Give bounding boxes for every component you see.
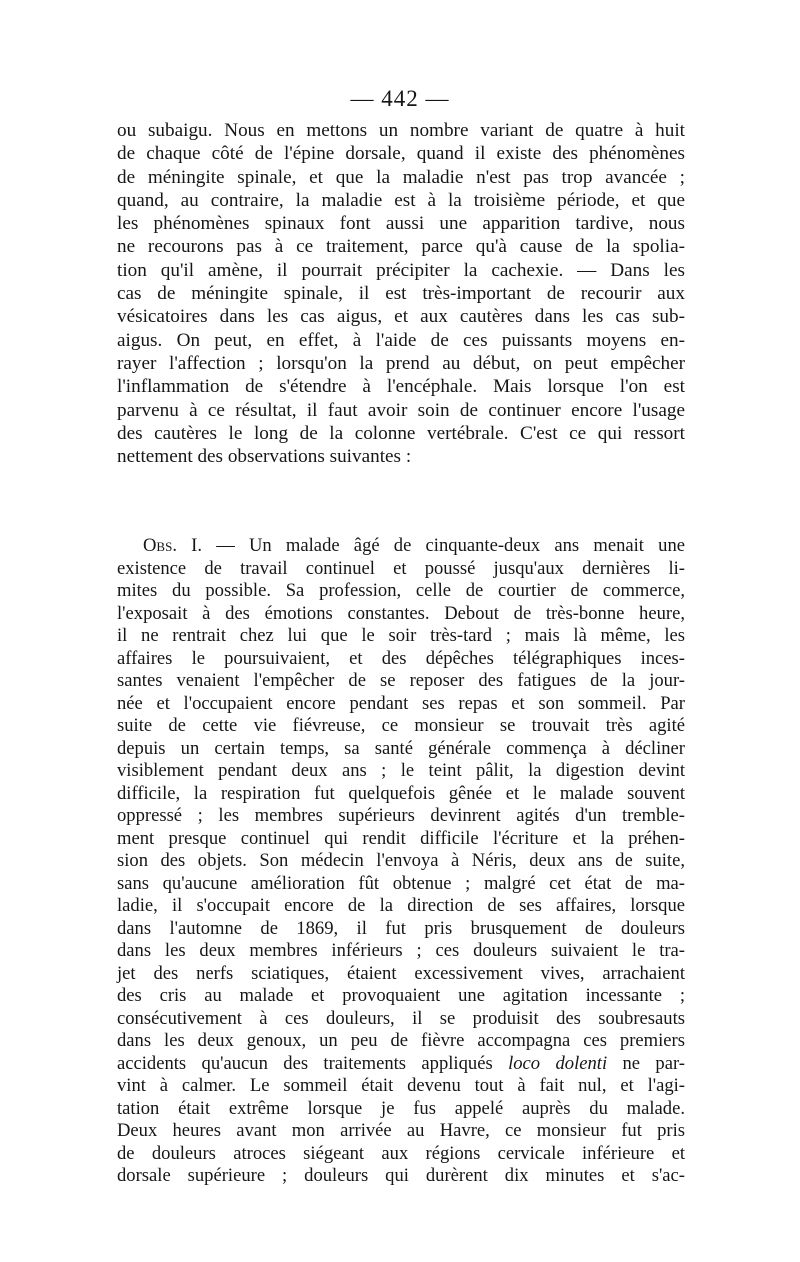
text-line: aigus. On peut, en effet, à l'aide de ces puissants moyens en-	[117, 329, 685, 351]
italic-line-before: accidents qu'aucun des traitements appliqués	[117, 1052, 509, 1074]
text-line: vésicatoires dans les cas aigus, et aux cautères dans les cas sub-	[117, 306, 685, 328]
text-line: ne recourons pas à ce traitement, parce qu'à cause de la spolia-	[117, 236, 685, 258]
text-line: dans les deux membres inférieurs ; ces douleurs suivaient le tra-	[117, 940, 685, 961]
text-line: oppressé ; les membres supérieurs devinrent agités d'un tremble-	[117, 805, 685, 826]
text-line: née et l'occupaient encore pendant ses repas et son sommeil. Par	[117, 692, 685, 714]
text-line: consécutivement à ces douleurs, il se produisit des soubresauts	[117, 1007, 685, 1029]
text-line: dans les deux genoux, un peu de fièvre accompagna ces premiers	[117, 1030, 685, 1051]
page-number: — 442 —	[350, 86, 450, 111]
observation-first-line	[117, 535, 685, 558]
text-line: des cautères le long de la colonne vertébrale. C'est ce qui ressort	[117, 422, 685, 444]
text-line: affaires le poursuivaient, et des dépêches télégraphiques inces-	[117, 647, 685, 669]
text-line: sion des objets. Son médecin l'envoya à Néris, deux ans de suite,	[117, 850, 685, 871]
observation-italic-line	[117, 1053, 685, 1076]
text-line: les phénomènes spinaux font aussi une apparition tardive, nous	[117, 213, 685, 235]
text-line: jet des nerfs sciatiques, étaient excessivement vives, arrachaient	[117, 962, 685, 984]
text-line: parvenu à ce résultat, il faut avoir soin de continuer encore l'usage	[117, 399, 685, 421]
italic-line-after: ne par-	[607, 1052, 685, 1074]
text-line: existence de travail continuel et poussé jusqu'aux dernières li-	[117, 557, 685, 579]
text-line: de méningite spinale, et que la maladie n'est pas trop avancée ;	[117, 166, 685, 188]
text-line: difficile, la respiration fut quelquefois gênée et le malade souvent	[117, 782, 685, 804]
text-line: ladie, il s'occupait encore de la direction de ses affaires, lorsque	[117, 895, 685, 916]
text-line: tation était extrême lorsque je fus appelé auprès du malade.	[117, 1097, 685, 1119]
text-line: dorsale supérieure ; douleurs qui durèrent dix minutes et s'ac-	[117, 1165, 685, 1186]
text-line: santes venaient l'empêcher de se reposer des fatigues de la jour-	[117, 670, 685, 691]
text-line: mites du possible. Sa profession, celle de courtier de commerce,	[117, 580, 685, 601]
observation-paragraph	[117, 535, 685, 1188]
intro-paragraph	[117, 119, 685, 468]
text-line: de chaque côté de l'épine dorsale, quand il existe des phénomènes	[117, 143, 685, 165]
text-line: dans l'automne de 1869, il fut pris brusquement de douleurs	[117, 917, 685, 939]
text-line: l'inflammation de s'étendre à l'encéphale. Mais lorsque l'on est	[117, 376, 685, 398]
text-line: depuis un certain temps, sa santé générale commença à décliner	[117, 737, 685, 759]
text-line: des cris au malade et provoquaient une agitation incessante ;	[117, 985, 685, 1006]
text-line: de douleurs atroces siégeant aux régions cervicale inférieure et	[117, 1142, 685, 1164]
text-line: ou subaigu. Nous en mettons un nombre variant de quatre à huit	[117, 120, 685, 141]
text-line: suite de cette vie fiévreuse, ce monsieur se trouvait très agité	[117, 715, 685, 736]
text-line: visiblement pendant deux ans ; le teint pâlit, la digestion devint	[117, 760, 685, 781]
text-line: vint à calmer. Le sommeil était devenu tout à fait nul, et l'agi-	[117, 1075, 685, 1096]
observation-label: Obs. I.	[143, 535, 203, 556]
text-line: quand, au contraire, la maladie est à la troisième période, et que	[117, 189, 685, 211]
text-line: rayer l'affection ; lorsqu'on la prend au début, on peut empêcher	[117, 352, 685, 374]
text-line: il ne rentrait chez lui que le soir très-tard ; mais là même, les	[117, 625, 685, 646]
text-line: nettement des observations suivantes :	[117, 446, 412, 468]
text-line: sans qu'aucune amélioration fût obtenue ; malgré cet état de ma-	[117, 872, 685, 894]
text-line: Deux heures avant mon arrivée au Havre, ce monsieur fut pris	[117, 1120, 685, 1141]
text-line: tion qu'il amène, il pourrait précipiter la cachexie. — Dans les	[117, 259, 685, 281]
text-line: l'exposait à des émotions constantes. Debout de très-bonne heure,	[117, 602, 685, 624]
text-line: ment presque continuel qui rendit difficile l'écriture et la préhen-	[117, 827, 685, 849]
text-line: cas de méningite spinale, il est très-important de recourir aux	[117, 283, 685, 305]
observation-first-line-text: — Un malade âgé de cinquante-deux ans menait une	[216, 535, 685, 556]
latin-term: loco dolenti	[508, 1052, 608, 1074]
